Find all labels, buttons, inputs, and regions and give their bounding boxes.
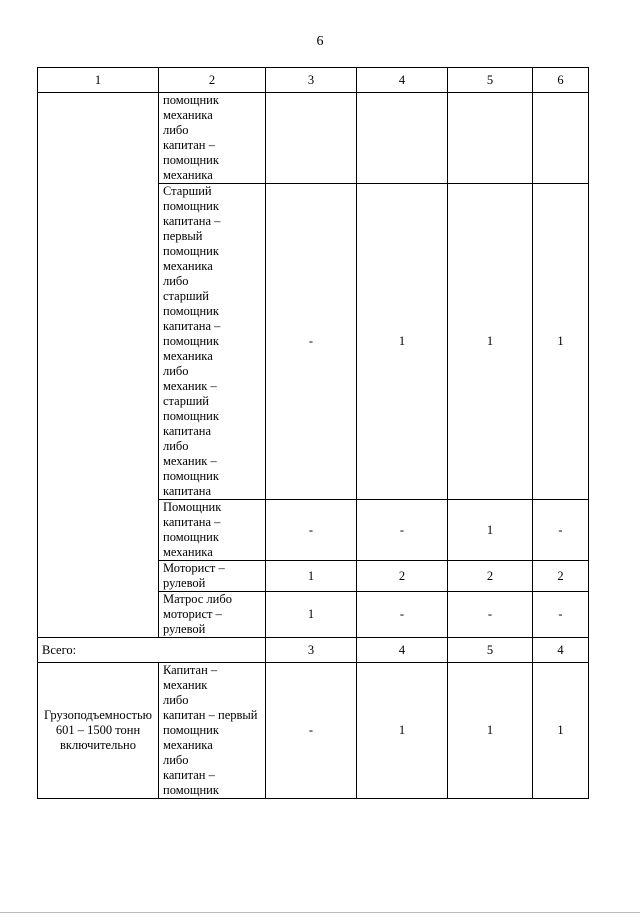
value-cell: 1 — [357, 663, 448, 799]
total-row — [38, 638, 589, 663]
column-header-1: 1 — [38, 68, 159, 93]
value-cell: 1 — [266, 592, 357, 638]
value-cell: 2 — [533, 561, 589, 592]
value-cell — [266, 93, 357, 184]
value-cell: - — [448, 592, 533, 638]
value-cell — [448, 93, 533, 184]
column-header-5: 5 — [448, 68, 533, 93]
value-cell: 1 — [448, 663, 533, 799]
table-row — [38, 93, 589, 184]
total-value: 3 — [266, 638, 357, 663]
category-cell: Грузоподъемностью 601 – 1500 тонн включительно — [38, 663, 159, 799]
column-header-4: 4 — [357, 68, 448, 93]
position-cell: Моторист – рулевой — [159, 561, 266, 592]
value-cell: 1 — [533, 184, 589, 500]
total-value: 5 — [448, 638, 533, 663]
column-header-6: 6 — [533, 68, 589, 93]
value-cell: - — [266, 663, 357, 799]
value-cell: 1 — [448, 184, 533, 500]
value-cell: 1 — [448, 500, 533, 561]
crew-table — [37, 67, 589, 799]
total-value: 4 — [357, 638, 448, 663]
total-value: 4 — [533, 638, 589, 663]
table-row — [38, 663, 589, 799]
column-header-3: 3 — [266, 68, 357, 93]
page-edge-line — [0, 912, 640, 913]
position-cell: Матрос либо моторист – рулевой — [159, 592, 266, 638]
value-cell: - — [357, 500, 448, 561]
page-number: 6 — [316, 34, 324, 49]
position-cell: помощник механика либо капитан – помощник механика — [159, 93, 266, 184]
position-cell: Капитан – механик либо капитан – первый помощник механика либо капитан – помощник — [159, 663, 266, 799]
value-cell: 1 — [266, 561, 357, 592]
position-cell: Старший помощник капитана – первый помощник механика либо старший помощник капитана – помощник механика либо механик – старший помощник капитана либо механик – помощник капитана — [159, 184, 266, 500]
position-cell: Помощник капитана – помощник механика — [159, 500, 266, 561]
value-cell: - — [357, 592, 448, 638]
column-number-row — [38, 68, 589, 93]
value-cell — [357, 93, 448, 184]
value-cell: 2 — [357, 561, 448, 592]
total-label: Всего: — [38, 638, 266, 663]
category-cell-empty — [38, 93, 159, 638]
value-cell — [533, 93, 589, 184]
column-header-2: 2 — [159, 68, 266, 93]
value-cell: - — [533, 500, 589, 561]
value-cell: 1 — [533, 663, 589, 799]
value-cell: - — [266, 500, 357, 561]
value-cell: - — [266, 184, 357, 500]
value-cell: 2 — [448, 561, 533, 592]
value-cell: - — [533, 592, 589, 638]
value-cell: 1 — [357, 184, 448, 500]
